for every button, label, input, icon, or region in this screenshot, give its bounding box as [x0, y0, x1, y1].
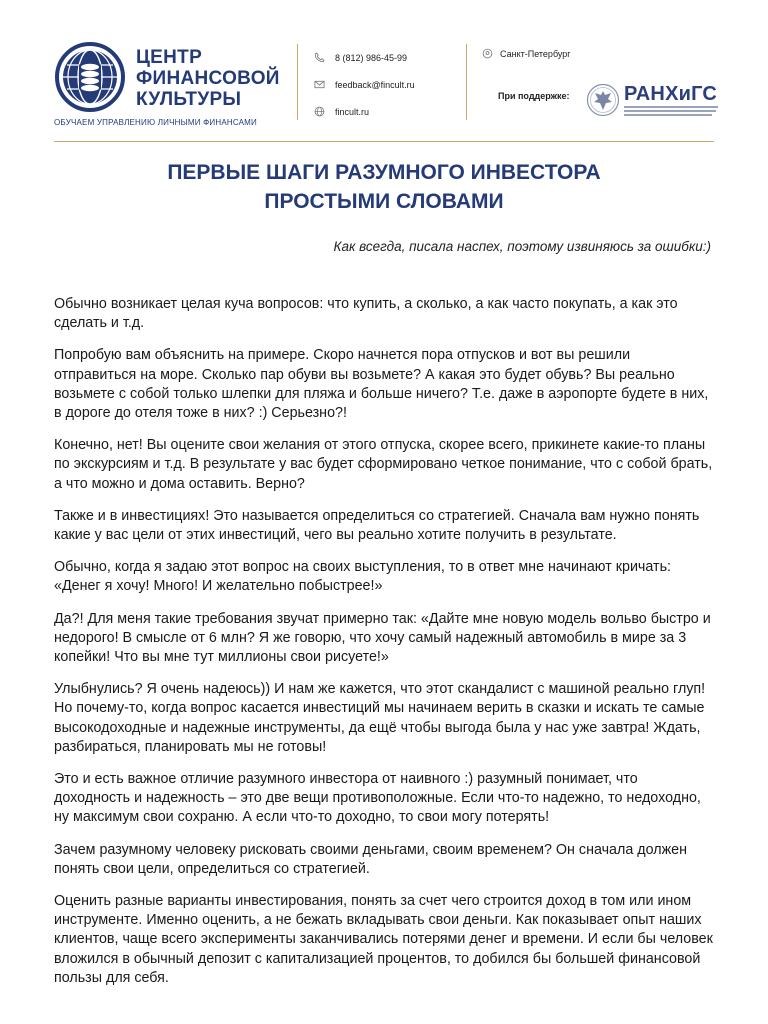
tagline: ОБУЧАЕМ УПРАВЛЕНИЮ ЛИЧНЫМИ ФИНАНСАМИ — [54, 118, 257, 127]
paragraph: Попробую вам объяснить на примере. Скоро начнется пора отпусков и вот вы решили отправиться на море. Сколько пар обуви вы возьмете? А какая это будет обувь? Вы реально возьмете с собой только шлепки для пляжа и больше ничего? Т.е. даже в аэропорте будете в них, в дороге до отеля тоже в них? :) Серьезно?! — [54, 347, 709, 422]
contact-list — [314, 44, 474, 125]
eagle-emblem-icon — [586, 83, 620, 117]
paragraph: Обычно возникает целая куча вопросов: что купить, а сколько, а как часто покупать, а как это сделать и т.д. — [54, 296, 678, 332]
paragraph: Зачем разумному человеку рисковать своими деньгами, своим временем? Он сначала должен понять свои цели, определиться со стратегией. — [54, 841, 687, 877]
envelope-icon — [314, 79, 325, 90]
partner-name: РАНХиГС — [624, 83, 718, 105]
globe-coins-logo-icon — [54, 41, 126, 113]
city-contact — [482, 48, 571, 59]
website-url: fincult.ru — [335, 106, 370, 117]
phone-icon — [314, 52, 325, 63]
logo-line: ЦЕНТР — [136, 47, 203, 68]
page-title — [54, 158, 714, 216]
paragraph: Конечно, нет! Вы оцените свои желания от этого отпуска, скорее всего, прикинете какие-то планы по экскурсиям и т.д. В результате у вас будет сформировано четкое понимание, что с собой брать, а что можно и дома оставить. Верно? — [54, 437, 713, 492]
logo-line: ФИНАНСОВОЙ — [136, 68, 280, 89]
paragraph: Обычно, когда я задаю этот вопрос на своих выступления, то в ответ мне начинают кричать: «Денег я хочу! Много! И желательно побыстрее!» — [54, 559, 671, 595]
paragraph: Это и есть важное отличие разумного инвестора от наивного :) разумный понимает, что доходность и надежность – это две вещи противоположные. Если что-то надежно, то недоходно, ну максимум свои сохраню. А если что-то доходно, то свои могу потерять! — [54, 771, 701, 826]
email-contact[interactable] — [314, 71, 474, 98]
support-label: При поддержке: — [498, 91, 570, 101]
paragraph: Оценить разные варианты инвестирования, понять за счет чего строится доход в том или ином инструменте. Именно оценить, а не бежать вкладывать свои деньги. Как показывает опыт наших клиентов, чаще всего эксперименты заканчивались потерями денег и времени. И если бы человек вложился в обычный депозит с капитализацией процентов, то добился бы большей финансовой пользы для себя. — [54, 893, 713, 986]
article-body — [54, 295, 716, 1001]
phone-number: 8 (812) 986-45-99 — [335, 52, 408, 63]
author-note: Как всегда, писала наспех, поэтому извиняюсь за ошибки:) — [333, 239, 711, 254]
paragraph: Также и в инвестициях! Это называется определиться со стратегией. Сначала вам нужно понять какие у вас цели от этих инвестиций, чего вы реально хотите получить в результате. — [54, 507, 700, 544]
title-line: ПРОСТЫМИ СЛОВАМИ — [264, 190, 504, 213]
website-contact[interactable] — [314, 98, 474, 125]
location-pin-icon — [482, 48, 493, 59]
header-rule — [54, 141, 714, 142]
paragraph: Улыбнулись? Я очень надеюсь)) И нам же кажется, что этот скандалист с машиной реально глуп! Но почему-то, когда вопрос касается инвестиций мы начинаем верить в сказки и искать те самые высокодоходные и надежные инструменты, да ещё чтобы выгода была у нас уже завтра! Ждать, разбираться, планировать мы не готовы! — [54, 681, 706, 755]
logo-line: КУЛЬТУРЫ — [136, 89, 242, 110]
paragraph: Да?! Для меня такие требования звучат примерно так: «Дайте мне новую модель вольво быстро и недорого! В смысле от 6 млн? Я же говорю, что хочу самый надежный автомобиль в мире за 3 копейки! Что вы мне тут миллионы свои рисуете!» — [54, 610, 711, 666]
phone-contact[interactable] — [314, 44, 474, 71]
logo-wordmark — [136, 47, 296, 110]
title-line: ПЕРВЫЕ ШАГИ РАЗУМНОГО ИНВЕСТОРА — [167, 161, 601, 184]
partner-subtext-lines — [624, 106, 720, 116]
globe-icon — [314, 106, 325, 117]
partner-logo — [624, 84, 720, 116]
header-divider — [297, 44, 298, 120]
header-divider — [466, 44, 467, 120]
city-name: Санкт-Петербург — [500, 48, 571, 59]
email-address: feedback@fincult.ru — [335, 79, 415, 90]
